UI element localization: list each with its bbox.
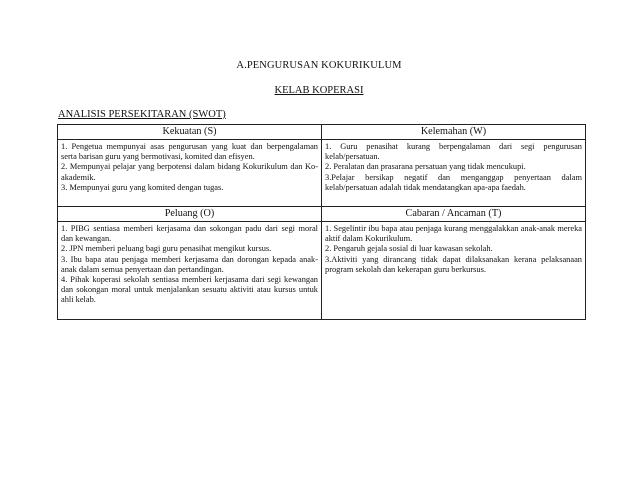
opportunity-item: 2. JPN memberi peluang bagi guru penasihat mengikut kursus. bbox=[61, 244, 272, 254]
threats-header: Cabaran / Ancaman (T) bbox=[322, 207, 586, 222]
swot-table bbox=[57, 124, 586, 320]
opportunity-item: 1. PIBG sentiasa memberi kerjasama dan sokongan padu dari segi moral dan kewangan. bbox=[61, 224, 318, 244]
swot-header-row bbox=[58, 125, 586, 140]
opportunity-item: 4. Pihak koperasi sekolah sentiasa memberi kerjasama dari segi kewangan dan sokongan moral untuk menjalankan sesuatu aktiviti atau kursus untuk ahli kelab. bbox=[61, 275, 318, 305]
opportunities-header: Peluang (O) bbox=[58, 207, 322, 222]
threat-item: 1. Segelintir ibu bapa atau penjaga kurang menggalakkan anak-anak mereka aktif dalam Kokurikulum. bbox=[325, 224, 582, 244]
threats-cell bbox=[322, 222, 586, 320]
opportunities-cell bbox=[58, 222, 322, 320]
strength-item: 3. Mempunyai guru yang komited dengan tugas. bbox=[61, 182, 224, 192]
strength-item: 2. Mempunyai pelajar yang berpotensi dalam bidang Kokurikulum dan Ko-akademik. bbox=[61, 162, 318, 182]
threat-item: 3.Aktiviti yang dirancang tidak dapat dilaksanakan kerana pelaksanaan program sekolah dan kekerapan guru berkursus. bbox=[325, 254, 582, 274]
section-heading: ANALISIS PERSEKITARAN (SWOT) bbox=[58, 109, 226, 120]
strengths-cell bbox=[58, 140, 322, 207]
swot-body-row bbox=[58, 140, 586, 207]
document-title: A.PENGURUSAN KOKURIKULUM bbox=[236, 60, 402, 71]
weakness-item: 1. Guru penasihat kurang berpengalaman dari segi pengurusan kelab/persatuan. bbox=[325, 142, 582, 162]
strength-item: 1. Pengetua mempunyai asas pengurusan yang kuat dan berpengalaman serta barisan guru yang bermotivasi, komited dan efisyen. bbox=[61, 142, 318, 162]
opportunity-item: 3. Ibu bapa atau penjaga memberi kerjasama dan dorongan kepada anak- anak dalam semua penyertaan dan pertandingan. bbox=[61, 254, 318, 274]
swot-header-row bbox=[58, 207, 586, 222]
club-name: KELAB KOPERASI bbox=[274, 85, 364, 96]
weaknesses-header: Kelemahan (W) bbox=[322, 125, 586, 140]
weakness-item: 2. Peralatan dan prasarana persatuan yang tidak mencukupi. bbox=[325, 162, 526, 172]
weakness-item: 3.Pelajar bersikap negatif dan menganggap penyertaan dalam kelab/persatuan adalah tidak mendatangkan apa-apa faedah. bbox=[325, 172, 582, 192]
weaknesses-cell bbox=[322, 140, 586, 207]
threat-item: 2. Pengaruh gejala sosial di luar kawasan sekolah. bbox=[325, 244, 493, 254]
swot-body-row bbox=[58, 222, 586, 320]
strengths-header: Kekuatan (S) bbox=[58, 125, 322, 140]
